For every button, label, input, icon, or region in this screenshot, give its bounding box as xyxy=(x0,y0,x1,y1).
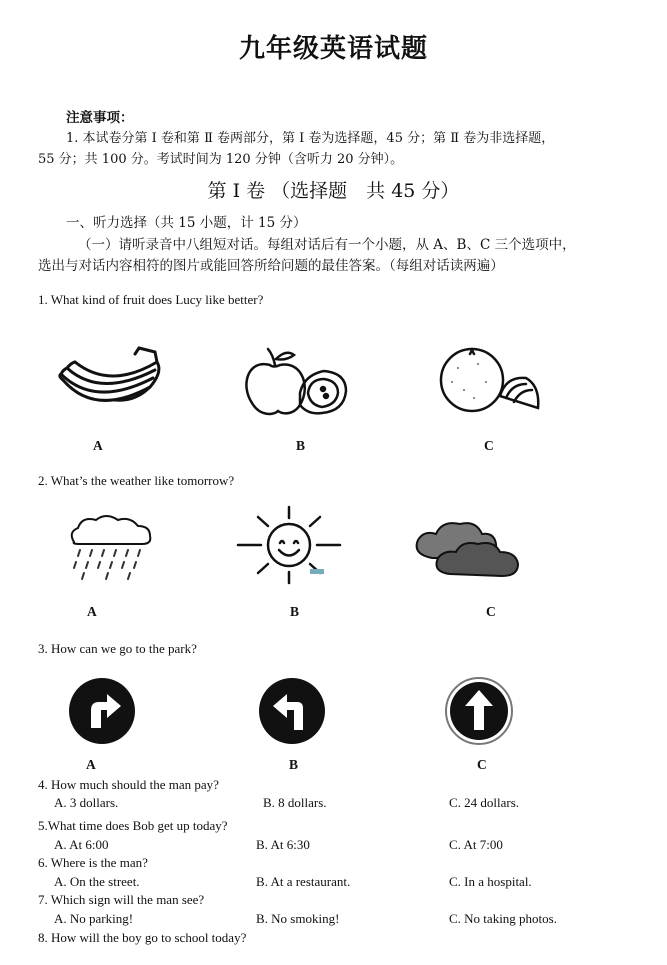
sun-icon xyxy=(234,505,344,585)
option-label-a: A xyxy=(86,757,96,772)
question-3: 3. How can we go to the park? xyxy=(38,641,197,656)
cloud-icon xyxy=(410,518,525,580)
option-c: C. At 7:00 xyxy=(449,837,503,852)
option-label-c: C xyxy=(486,604,496,619)
option-c: C. No taking photos. xyxy=(449,911,557,926)
notice-heading: 注意事项： xyxy=(66,110,134,126)
option-b: B. At a restaurant. xyxy=(256,874,351,889)
rain-icon xyxy=(66,512,156,582)
question-2: 2. What’s the weather like tomorrow? xyxy=(38,473,235,488)
page-title: 九年级英语试题 xyxy=(238,34,428,64)
option-label-b: B xyxy=(290,604,300,619)
option-b: B. No smoking! xyxy=(256,911,340,926)
option-label-b: B xyxy=(296,438,306,453)
apple-icon xyxy=(238,345,350,420)
option-c: C. In a hospital. xyxy=(449,874,532,889)
option-a: A. No parking! xyxy=(54,911,134,926)
option-label-c: C xyxy=(477,757,487,772)
option-c: C. 24 dollars. xyxy=(449,795,520,810)
question-1: 1. What kind of fruit does Lucy like better? xyxy=(38,292,264,307)
option-b: B. At 6:30 xyxy=(256,837,310,852)
orange-icon xyxy=(434,346,542,418)
bananas-icon xyxy=(55,342,170,417)
question-4: 4. How much should the man pay? xyxy=(38,777,219,792)
question-5: 5.What time does Bob get up today? xyxy=(38,818,228,833)
part-one-heading: 第 Ⅰ 卷 （选择题 共 45 分） xyxy=(207,180,460,202)
question-7: 7. Which sign will the man see? xyxy=(38,892,205,907)
option-b: B. 8 dollars. xyxy=(263,795,327,810)
turn-left-sign-icon xyxy=(257,676,327,746)
option-a: A. 3 dollars. xyxy=(54,795,119,810)
option-label-c: C xyxy=(484,438,494,453)
question-8: 8. How will the boy go to school today? xyxy=(38,930,247,945)
notice-line-2: 55 分；共 100 分。考试时间为 120 分钟（含听力 20 分钟）。 xyxy=(38,152,404,167)
option-label-a: A xyxy=(93,438,103,453)
turn-right-sign-icon xyxy=(67,676,137,746)
option-a: A. On the street. xyxy=(54,874,140,889)
section-one-heading: 一、听力选择（共 15 小题，计 15 分） xyxy=(66,215,307,231)
option-a: A. At 6:00 xyxy=(54,837,109,852)
option-label-b: B xyxy=(289,757,299,772)
notice-line-1: 1. 本试卷分第 Ⅰ 卷和第 Ⅱ 卷两部分，第 Ⅰ 卷为选择题，45 分；第 Ⅱ 卷为非选择题， xyxy=(66,131,555,146)
instruction-line-2: 选出与对话内容相符的图片或能回答所给问题的最佳答案。（每组对话读两遍） xyxy=(38,258,504,274)
go-straight-sign-icon xyxy=(444,676,514,746)
option-label-a: A xyxy=(87,604,97,619)
question-6: 6. Where is the man? xyxy=(38,855,148,870)
instruction-line-1: （一）请听录音中八组短对话。每组对话后有一个小题，从 A、B、C 三个选项中， xyxy=(78,237,576,253)
